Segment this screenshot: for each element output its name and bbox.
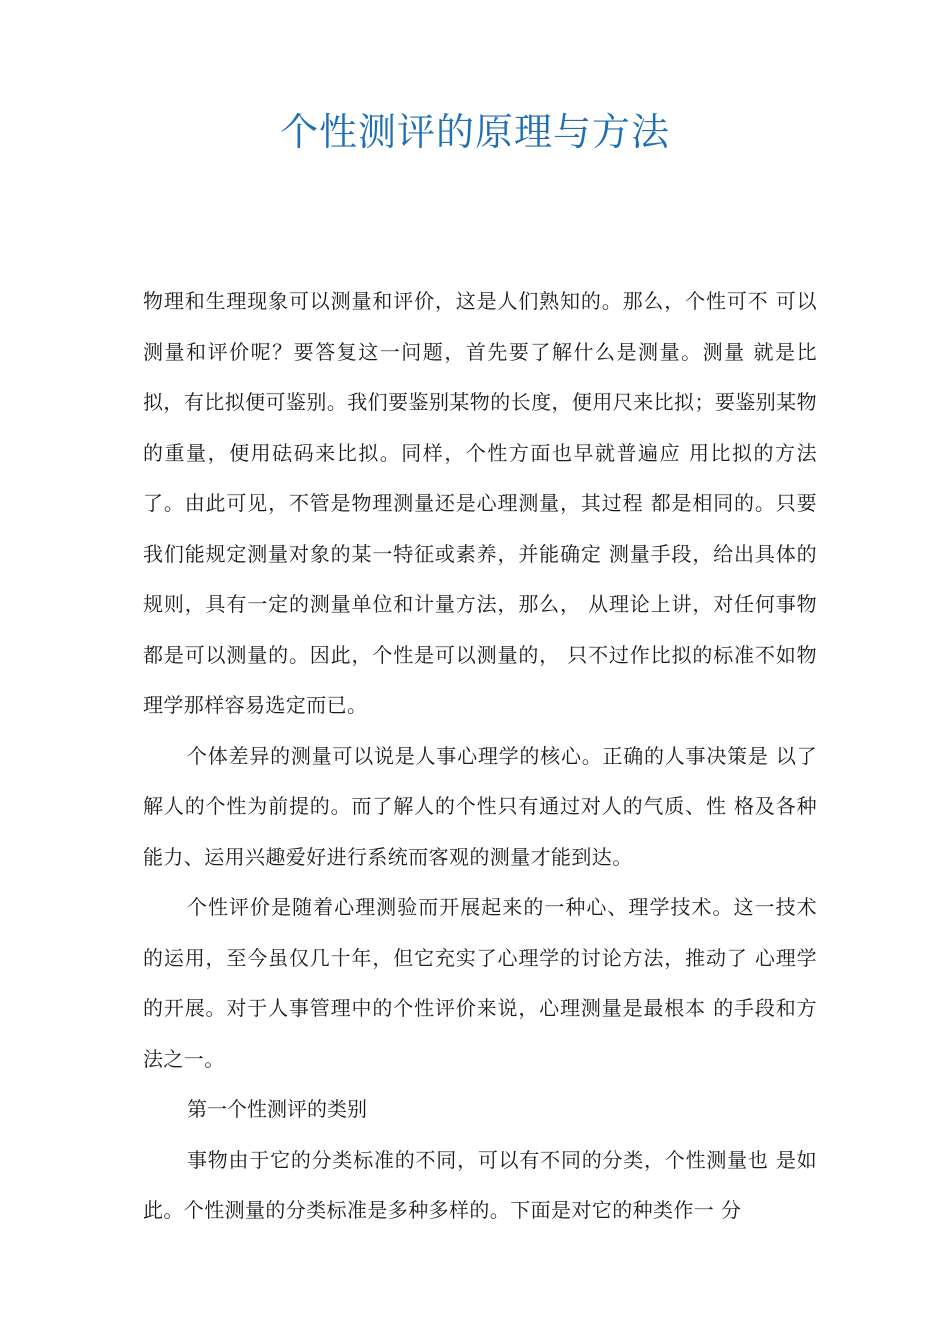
- paragraph-1: 物理和生理现象可以测量和评价，这是人们熟知的。那么，个性可不 可以测量和评价呢？要答复这一问题，首先要了解什么是测量。测量 就是比拟，有比拟便可鉴别。我们要鉴别某物的长度，便用尺来比拟；要鉴别某物的重量，便用砝码来比拟。同样，个性方面也早就普遍应 用比拟的方法了。由此可见，不管是物理测量还是心理测量，其过程 都是相同的。只要我们能规定测量对象的某一特征或素养，并能确定 测量手段，给出具体的规则，具有一定的测量单位和计量方法，那么， 从理论上讲，对任何事物都是可以测量的。因此，个性是可以测量的， 只不过作比拟的标准不如物理学那样容易选定而已。: [143, 289, 817, 717]
- paragraph-4: 事物由于它的分类标准的不同，可以有不同的分类，个性测量也 是如此。个性测量的分类标准是多种多样的。下面是对它的种类作一 分: [143, 1147, 817, 1222]
- section-heading: 第一个性测评的类别: [187, 1097, 367, 1121]
- document-title: 个性测评的原理与方法: [279, 110, 670, 154]
- paragraph-3: 个性评价是随着心理测验而开展起来的一种心、理学技术。这一技术的运用，至今虽仅几十年，但它充实了心理学的讨论方法，推动了 心理学的开展。对于人事管理中的个性评价来说，心理测量是最根本 的手段和方法之一。: [143, 895, 817, 1071]
- document-body: [143, 276, 817, 1236]
- paragraph-2: 个体差异的测量可以说是人事心理学的核心。正确的人事决策是 以了解人的个性为前提的。而了解人的个性只有通过对人的气质、性 格及各种能力、运用兴趣爱好进行系统而客观的测量才能到达。: [143, 743, 817, 869]
